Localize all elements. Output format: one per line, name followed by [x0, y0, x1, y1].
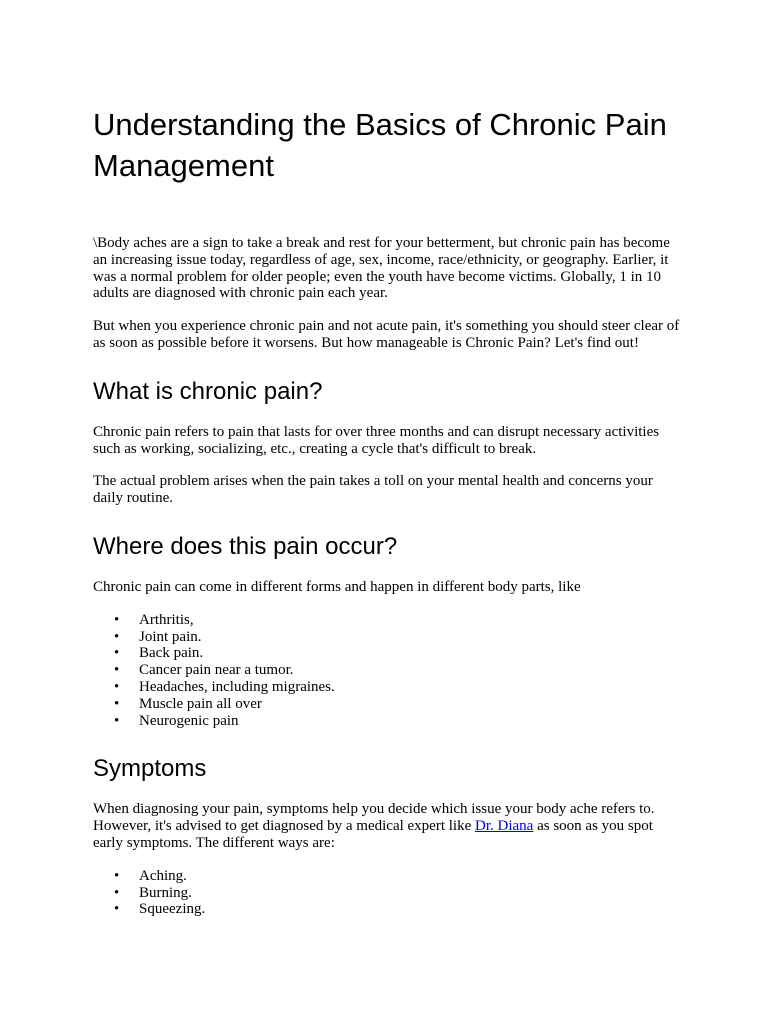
document-page [93, 104, 683, 918]
section-heading-where: Where does this pain occur? [93, 532, 398, 560]
list-item: • Aching. [114, 867, 187, 884]
list-item: • Muscle pain all over [114, 695, 262, 712]
bullet-icon: • [114, 662, 120, 679]
pain-locations-list [93, 612, 683, 730]
section-heading-symptoms: Symptoms [93, 755, 207, 783]
bullet-icon: • [114, 884, 120, 901]
bullet-icon: • [114, 901, 120, 918]
list-item: • Burning. [114, 884, 192, 901]
bullet-icon: • [114, 867, 120, 884]
page-title: Understanding the Basics of Chronic Pain Management [93, 107, 667, 183]
list-item: • Joint pain. [114, 628, 202, 645]
intro-paragraph-1: \Body aches are a sign to take a break and rest for your betterment, but chronic pain has become an increasing issue today, regardless of age, sex, income, race/ethnicity, or geography. Earlier, it was a normal problem for older people; even the youth have become victims. Globally, 1 in 10 adults are diagnosed with chronic pain each year. [93, 235, 670, 302]
bullet-icon: • [114, 611, 120, 628]
section-heading-what-is: What is chronic pain? [93, 377, 323, 405]
bullet-icon: • [114, 645, 120, 662]
bullet-icon: • [114, 678, 120, 695]
list-item: • Back pain. [114, 645, 204, 662]
bullet-icon: • [114, 695, 120, 712]
what-is-paragraph-1: Chronic pain refers to pain that lasts for over three months and can disrupt necessary activities such as working, socializing, etc., creating a cycle that's difficult to break. [93, 423, 660, 457]
where-paragraph-1: Chronic pain can come in different forms and happen in different body parts, like [93, 578, 581, 595]
list-item: • Headaches, including migraines. [114, 678, 335, 695]
dr-diana-link[interactable]: Dr. Diana [475, 818, 534, 835]
list-item: • Neurogenic pain [114, 712, 239, 729]
what-is-paragraph-2: The actual problem arises when the pain takes a toll on your mental health and concerns your daily routine. [93, 473, 653, 507]
list-item: • Cancer pain near a tumor. [114, 662, 294, 679]
intro-paragraph-2: But when you experience chronic pain and not acute pain, it's something you should steer clear of as soon as possible before it worsens. But how manageable is Chronic Pain? Let's find out! [93, 318, 680, 351]
list-item: • Squeezing. [114, 901, 206, 918]
symptoms-list [93, 868, 683, 918]
list-item: • Arthritis, [114, 611, 194, 628]
bullet-icon: • [114, 712, 120, 729]
bullet-icon: • [114, 628, 120, 645]
symptoms-paragraph-1: When diagnosing your pain, symptoms help you decide which issue your body ache refers to. However, it's advised to get diagnosed by a medical expert like Dr. Diana as soon as you spot early symptoms. The different ways are: [93, 801, 655, 851]
